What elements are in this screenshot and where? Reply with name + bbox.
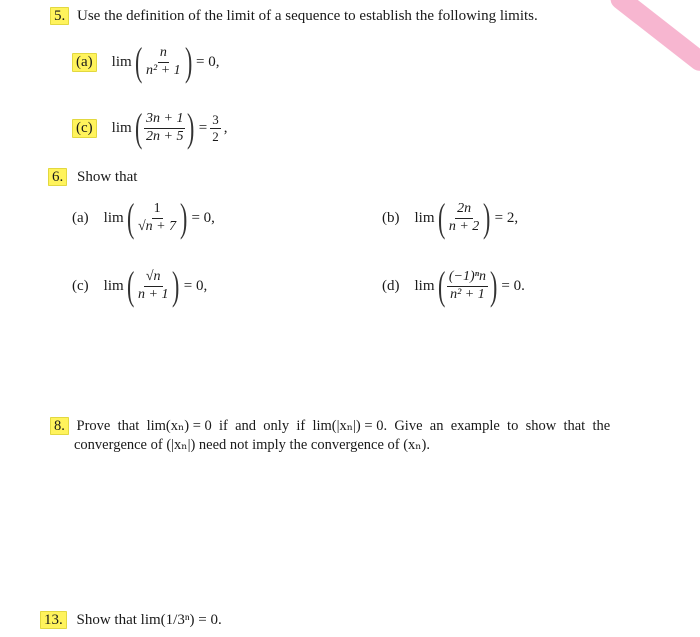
right-paren: ) <box>483 195 491 240</box>
problem-5a <box>72 39 220 84</box>
problem-5c-rhs-tail: , <box>223 119 228 136</box>
problem-5c-rhs-denominator: 2 <box>212 128 219 144</box>
problem-5a-lim: lim <box>111 53 132 70</box>
problem-5a-rhs: = 0, <box>195 53 220 70</box>
problem-5c-rhs-numerator: 3 <box>212 111 219 127</box>
problem-6d-fraction <box>447 270 488 302</box>
problem-5c-fraction <box>144 112 185 144</box>
left-paren: ( <box>134 105 143 150</box>
problem-6d-lim: lim <box>414 277 435 294</box>
problem-6a-denominator: √n + 7 <box>138 218 177 234</box>
problem-13-number: 13. <box>40 611 67 629</box>
problem-13 <box>40 612 222 629</box>
problem-6a-label: (a) <box>72 209 89 226</box>
problem-5c-numerator: 3n + 1 <box>144 112 185 129</box>
problem-6a-numerator: 1 <box>152 202 163 219</box>
problem-5c-lim: lim <box>111 119 132 136</box>
problem-5a-fraction <box>144 46 183 78</box>
problem-6c-rhs: = 0, <box>183 277 208 294</box>
problem-13-text: Show that lim(1/3ⁿ) = 0. <box>76 612 222 628</box>
problem-6d-denominator: n² + 1 <box>450 286 485 302</box>
problem-6c-fraction <box>136 270 170 302</box>
right-paren: ) <box>187 105 195 150</box>
problem-6c <box>72 263 208 308</box>
left-paren: ( <box>437 263 445 308</box>
problem-6-header <box>48 169 137 186</box>
right-paren: ) <box>180 195 188 240</box>
problem-8-line-1 <box>50 418 610 435</box>
problem-5a-numerator: n <box>158 46 169 63</box>
problem-6c-numerator: √n <box>144 270 163 287</box>
problem-5-header <box>50 8 538 25</box>
problem-6-text: Show that <box>77 169 138 185</box>
problem-8-text-line-2: convergence of (|xₙ|) need not imply the convergence of (xₙ). <box>74 437 431 453</box>
problem-8-number: 8. <box>50 417 69 435</box>
problem-5c-label: (c) <box>72 119 97 138</box>
left-paren: ( <box>437 195 445 240</box>
problem-6b-fraction <box>447 202 481 234</box>
problem-6a-fraction <box>136 202 178 234</box>
problem-5a-label: (a) <box>72 53 97 72</box>
problem-5c-equals: = <box>198 119 208 136</box>
problem-8-text-line-1: Prove that lim(xₙ) = 0 if and only if lim(|xₙ|) = 0. Give an example to show that the <box>76 418 611 434</box>
problem-6a-rhs: = 0, <box>191 209 215 226</box>
problem-6a <box>72 195 215 240</box>
problem-5c-denominator: 2n + 5 <box>146 128 184 144</box>
problem-6b-numerator: 2n <box>455 202 473 219</box>
problem-6b-label: (b) <box>382 209 400 226</box>
problem-6b <box>382 195 519 240</box>
problem-6b-denominator: n + 2 <box>448 218 480 234</box>
problem-6d-numerator: (−1)ⁿn <box>447 270 488 287</box>
problem-6c-lim: lim <box>103 277 124 294</box>
problem-6-number: 6. <box>48 168 67 186</box>
problem-5a-denominator: n² + 1 <box>146 62 181 78</box>
right-paren: ) <box>172 263 180 308</box>
problem-6b-lim: lim <box>414 209 435 226</box>
left-paren: ( <box>126 195 135 240</box>
problem-6c-label: (c) <box>72 277 89 294</box>
problem-6d-rhs: = 0. <box>501 277 525 294</box>
pink-marker-stroke <box>607 0 700 75</box>
problem-5c <box>72 105 228 150</box>
problem-5-text: Use the definition of the limit of a sequence to establish the following limits. <box>77 8 538 24</box>
problem-8-line-2 <box>74 437 430 454</box>
problem-5c-rhs-fraction <box>210 113 221 143</box>
left-paren: ( <box>126 263 135 308</box>
problem-6c-denominator: n + 1 <box>138 286 169 302</box>
right-paren: ) <box>490 263 498 308</box>
problem-6b-rhs: = 2, <box>494 209 519 226</box>
left-paren: ( <box>134 39 143 84</box>
problem-5-number: 5. <box>50 7 69 25</box>
problem-6d <box>382 263 525 308</box>
right-paren: ) <box>184 39 192 84</box>
problem-6a-lim: lim <box>103 209 124 226</box>
problem-6d-label: (d) <box>382 277 400 294</box>
